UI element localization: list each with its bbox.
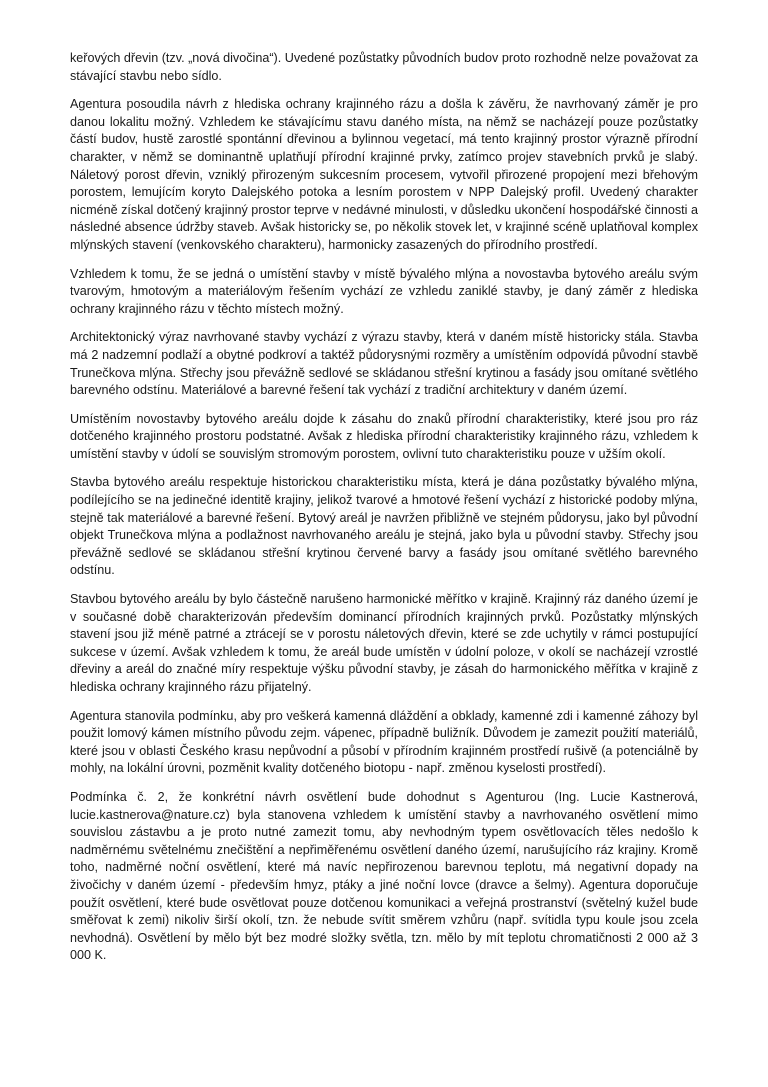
paragraph-stone-condition: Agentura stanovila podmínku, aby pro veškerá kamenná dláždění a obklady, kamenné zdi i kamenné záhozy byl použit lomový kámen místního původu zejm. vápenec, případně buližník. Důvodem je zamezit použití materiálů, které jsou v oblasti Českého krasu nepůvodní a působí v přírodním krajinném prostředí rušivě (a potenciálně by mohly, na lokální úrovni, pozměnit kvality dotčeného biotopu - např. změnou kyselosti prostředí).	[70, 708, 698, 776]
paragraph-mill-location: Vzhledem k tomu, že se jedná o umístění stavby v místě bývalého mlýna a novostavba bytového areálu svým tvarovým, hmotovým a materiálovým řešením vychází ze vzhledu zaniklé stavby, je daný záměr z hlediska ochrany krajinného rázu v těchto místech možný.	[70, 266, 698, 316]
paragraph-lighting-condition: Podmínka č. 2, že konkrétní návrh osvětlení bude dohodnut s Agenturou (Ing. Lucie Kastnerová, lucie.kastnerova@nature.cz) byla stanovena vzhledem k umístění stavby a navrhovaného osvětlení mimo souvislou zástavbu a je proto nutné zamezit tomu, aby nevhodným typem osvětlovacích těles nedošlo k nadměrnému světelnému znečištění a nepřiměřenému osvětlení daného území, narušujícího ráz krajiny. Kromě toho, nadměrné noční osvětlení, které má navíc nepřirozenou barevnou teplotu, má negativní dopady na živočichy v daném území - především hmyz, ptáky a jiné noční lovce (dravce a šelmy). Agentura doporučuje použít osvětlení, které bude osvětlovat pouze dotčenou komunikaci a veřejná prostranství (světelný kužel bude směřovat k zemi) nikoliv širší okolí, tzn. že nebude svítit směrem vzhůru (např. svítidla typu koule jsou zcela nevhodná). Osvětlení by mělo být bez modré složky světla, tzn. mělo by mít teplotu chromatičnosti 2 000 až 3 000 K.	[70, 789, 698, 963]
paragraph-landscape-assessment: Agentura posoudila návrh z hlediska ochrany krajinného rázu a došla k závěru, že navrhovaný záměr je pro danou lokalitu možný. Vzhledem ke stávajícímu stavu daného místa, na němž se nacházejí pouze pozůstatky částí budov, hustě zarostlé spontánní dřevinou a bylinnou vegetací, má tento krajinný prostor výrazně přírodní charakter, v němž se dominantně uplatňují přírodní krajinné prvky, zatímco projev stavebních prvků je slabý. Náletový porost dřevin, vzniklý přirozeným sukcesním procesem, vytvořil přirozené propojení mezi břehovým porostem, lemujícím koryto Dalejského potoka a lesním porostem v NPP Dalejský profil. Uvedený charakter nicméně získal dotčený krajinný prostor teprve v nedávné minulosti, v důsledku ukončení hospodářské činnosti a následné absence údržby staveb. Avšak historicky se, po několik stovek let, v krajinné scéně uplatňoval komplex mlýnských stavení (venkovského charakteru), harmonicky zasazených do přírodního prostředí.	[70, 97, 698, 252]
paragraph-historical-characteristics: Stavba bytového areálu respektuje historickou charakteristiku místa, která je dána pozůstatky bývalého mlýna, podílejícího se na jedinečné identitě krajiny, jelikož tvarové a hmotové řešení vychází z historické podoby mlýna, stejně tak materiálové a barevné řešení. Bytový areál je navržen přibližně ve stejném půdorysu, jako byl původní objekt Trunečkova mlýna a podlažnost navrhovaného areálu je stejná, jako byla u původní stavby. Střechy jsou převážně sedlové se skládanou střešní krytinou červené barvy a fasády jsou omítané světlého barevného odstínu.	[70, 475, 698, 578]
paragraph-harmonic-scale: Stavbou bytového areálu by bylo částečně narušeno harmonické měřítko v krajině. Krajinný ráz daného území je v současné době charakterizován především dominancí přírodních krajinných prvků. Pozůstatky mlýnských stavení jsou již méně patrné a ztrácejí se v porostu náletových dřevin, které se zde uchytily v rámci postupující sukcese v území. Avšak vzhledem k tomu, že areál bude umístěn v údolní poloze, v okolí se nacházejí vzrostlé dřeviny a areál do značné míry respektuje výšku původní stavby, je zásah do harmonického měřítka v krajině z hlediska ochrany krajinného rázu přijatelný.	[70, 592, 698, 694]
paragraph-architectural-expression: Architektonický výraz navrhované stavby vychází z výrazu stavby, která v daném místě historicky stála. Stavba má 2 nadzemní podlaží a obytné podkroví a taktéž půdorysnými rozměry a umístěním odpovídá původní stavbě Trunečkova mlýna. Střechy jsou převážně sedlové se skládanou střešní krytinou a fasády jsou omítané světlého barevného odstínu. Materiálové a barevné řešení tak vychází z tradiční architektury v daném území.	[70, 330, 698, 398]
paragraph-intro-continuation: keřových dřevin (tzv. „nová divočina“). Uvedené pozůstatky původních budov proto rozhodně nelze považovat za stávající stavbu nebo sídlo.	[70, 51, 698, 83]
paragraph-natural-characteristics: Umístěním novostavby bytového areálu dojde k zásahu do znaků přírodní charakteristiky, které jsou pro ráz dotčeného krajinného prostoru podstatné. Avšak z hlediska přírodní charakteristiky krajinného rázu, vzhledem k umístění stavby v údolí se souvislým stromovým porostem, ovlivní tuto charakteristiku pouze v užším okolí.	[70, 411, 698, 461]
